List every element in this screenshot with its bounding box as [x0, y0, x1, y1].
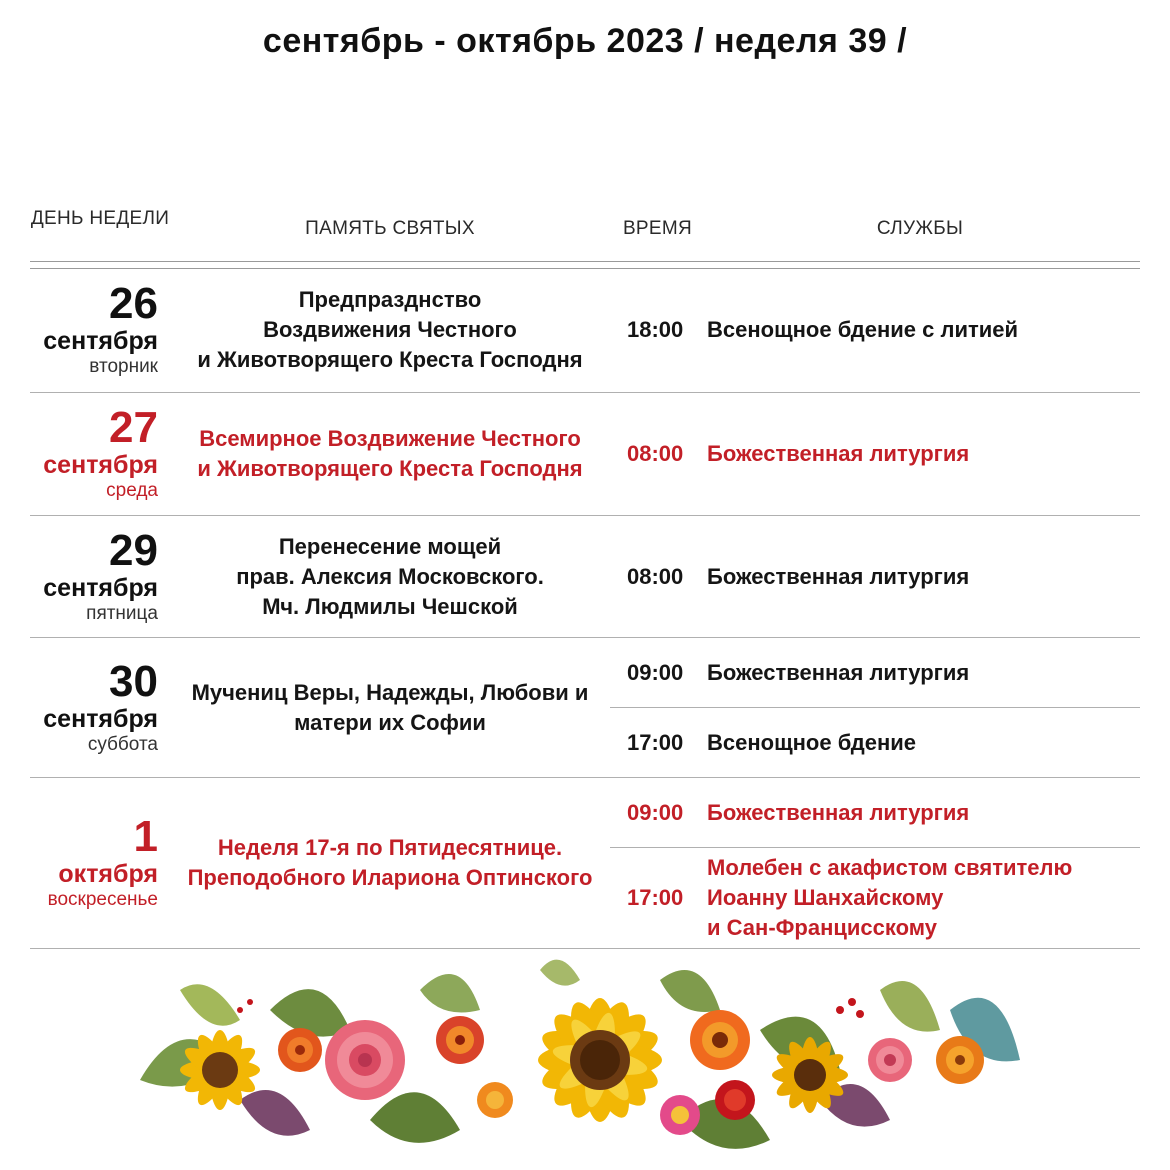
- service-time: 17:00: [627, 885, 684, 910]
- service-name: Молебен с акафистом святителю Иоанну Шанхайскому и Сан-Франциcскому: [707, 855, 1073, 940]
- month-name: октября: [58, 860, 158, 888]
- saints-cell: Предпразднство Воздвижения Честного и Животворящего Креста Господня: [197, 287, 583, 372]
- service-entry: [610, 393, 1140, 515]
- header-day: [30, 207, 170, 231]
- header-day-text: ДЕНЬ НЕДЕЛИ: [30, 208, 170, 229]
- date-cell: [30, 268, 158, 392]
- weekday: среда: [106, 480, 158, 501]
- marigold-icon: [715, 1080, 755, 1120]
- saints-cell: Мучениц Веры, Надежды, Любови и матери их Софии: [191, 679, 589, 735]
- header-services: СЛУЖБЫ: [876, 218, 964, 239]
- service-time: 09:00: [627, 799, 684, 825]
- table-row: [30, 778, 1140, 949]
- service-entry: [610, 638, 1140, 708]
- weekday: вторник: [89, 356, 158, 377]
- table-row: [30, 516, 1140, 638]
- day-number: 29: [109, 525, 158, 575]
- table-row: [30, 268, 1140, 393]
- header-saints: ПАМЯТЬ СВЯТЫХ: [305, 218, 475, 239]
- gerbera-icon: [690, 1010, 750, 1070]
- service-name: Божественная литургия: [707, 799, 970, 825]
- service-time: 18:00: [627, 317, 684, 342]
- service-name: Божественная литургия: [707, 441, 970, 466]
- aster-icon: [660, 1095, 700, 1135]
- saints-cell: Всемирное Воздвижение Честного и Животворящего Креста Господня: [197, 426, 583, 481]
- service-time: 17:00: [627, 729, 684, 755]
- weekday: суббота: [87, 733, 158, 755]
- weekday: воскресенье: [47, 889, 158, 910]
- service-entry: [610, 708, 1140, 777]
- day-number: 26: [109, 279, 158, 328]
- saints-cell: Перенесение мощей прав. Алексия Московского. Мч. Людмилы Чешской: [236, 533, 544, 619]
- service-time: 08:00: [627, 563, 684, 589]
- rose-icon: [868, 1038, 912, 1082]
- marigold-icon: [278, 1028, 322, 1072]
- service-name: Всенощное бдение с литией: [707, 317, 1019, 342]
- date-cell: [30, 516, 158, 637]
- page-title: сентябрь - октябрь 2023 / неделя 39 /: [262, 22, 908, 60]
- service-time: 09:00: [627, 659, 684, 685]
- weekday: пятница: [86, 602, 158, 624]
- date-cell: [30, 393, 158, 515]
- date-cell: [30, 638, 158, 777]
- month-name: сентября: [43, 327, 158, 355]
- header-time: ВРЕМЯ: [622, 218, 693, 239]
- table-header: [30, 205, 1140, 255]
- month-name: сентября: [43, 451, 158, 479]
- service-name: Всенощное бдение: [707, 729, 917, 755]
- marigold-icon: [436, 1016, 484, 1064]
- sunflower-garland-icon: [120, 950, 1050, 1170]
- day-number: 1: [133, 812, 158, 861]
- day-number: 30: [109, 656, 158, 706]
- saints-cell: Неделя 17-я по Пятидесятнице. Преподобного Илариона Оптинского: [187, 835, 593, 890]
- table-row: [30, 393, 1140, 516]
- service-time: 08:00: [627, 441, 684, 466]
- rose-icon: [325, 1020, 405, 1100]
- day-number: 27: [109, 403, 158, 452]
- month-name: сентября: [43, 573, 158, 602]
- sunflower-icon: [536, 996, 664, 1124]
- month-name: сентября: [43, 704, 158, 733]
- service-entry: [610, 848, 1140, 948]
- service-entry: [610, 778, 1140, 848]
- table-row: [30, 638, 1140, 778]
- service-entry: [610, 268, 1140, 392]
- service-entry: [610, 516, 1140, 637]
- marigold-icon: [477, 1082, 513, 1118]
- service-name: Божественная литургия: [707, 563, 970, 589]
- service-name: Божественная литургия: [707, 659, 970, 685]
- marigold-icon: [936, 1036, 984, 1084]
- date-cell: [30, 778, 158, 948]
